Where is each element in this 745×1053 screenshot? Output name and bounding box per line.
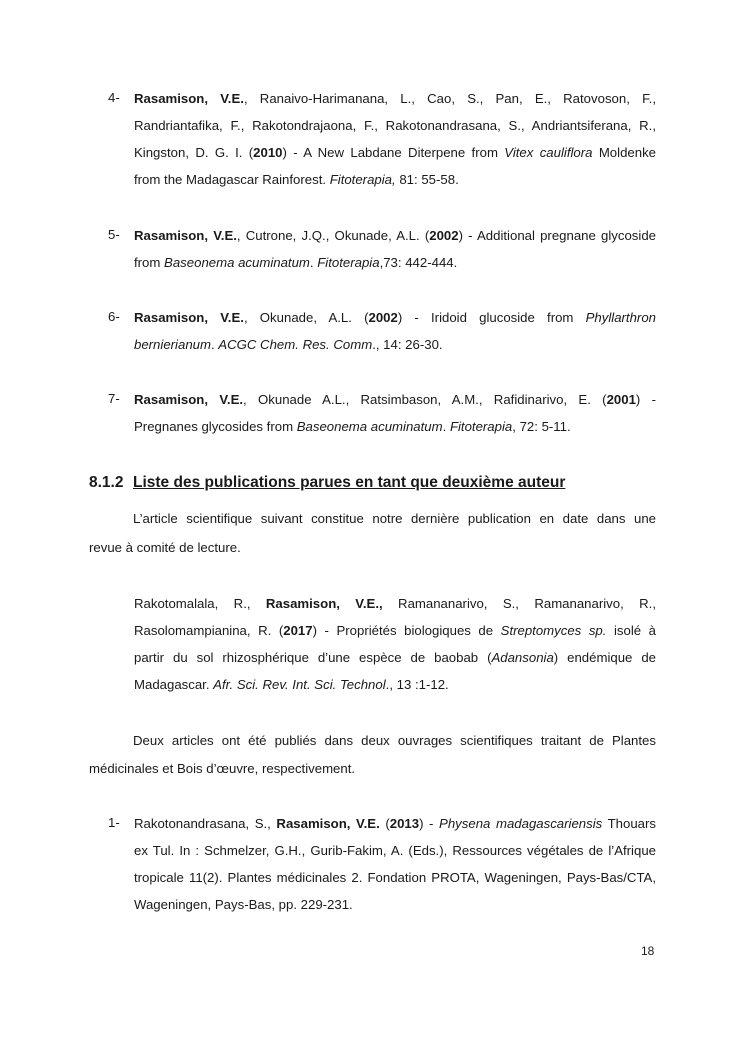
reference-number: 1- (108, 815, 120, 830)
text-run: , 72: 5-11. (512, 419, 571, 434)
reference-number: 7- (108, 391, 120, 406)
italic-text: bernierianum (134, 337, 211, 352)
text-run: Rasolomampianina, R. ( (134, 623, 284, 638)
text-run: . (442, 419, 450, 434)
text-run: isolé à (606, 623, 656, 638)
reference-line (134, 90, 656, 108)
text-run: 81: 55-58. (395, 172, 459, 187)
bold-text: 2010 (253, 145, 283, 160)
books-paragraph-line-2: médicinales et Bois d’œuvre, respectivement. (89, 761, 356, 776)
section-heading (89, 472, 565, 494)
bold-text: Rasamison, V.E. (134, 392, 244, 407)
bold-text: Rasamison, V.E., (265, 596, 383, 611)
text-run: Rakotomalala, R., (134, 596, 266, 611)
reference-line (134, 622, 656, 640)
text-run: from (134, 255, 165, 270)
italic-text: Baseonema acuminatum (164, 255, 310, 270)
text-run: Randriantafika, F., Rakotondrajaona, F., Rakotonandrasana, S., Andriantsiferana, R., (134, 118, 656, 133)
intro-paragraph-line-1: L’article scientifique suivant constitue notre dernière publication en date dans une (133, 511, 656, 526)
text-run: Pregnanes glycosides from (134, 419, 297, 434)
text-run: tropicale 11(2). Plantes médicinales 2. Fondation PROTA, Wageningen, Pays-Bas/CTA, (134, 870, 656, 885)
text-run: Ramananarivo, S., Ramananarivo, R., (382, 596, 656, 611)
italic-text: Streptomyces sp. (500, 623, 607, 638)
text-run: , Cutrone, J.Q., Okunade, A.L. ( (236, 228, 430, 243)
text-run: ) - Iridoid glucoside from (397, 310, 586, 325)
reference-line (134, 418, 656, 436)
text-run: ,73: 442-444. (379, 255, 458, 270)
text-run: Madagascar. (134, 677, 214, 692)
reference-line (134, 815, 656, 833)
text-run: ) - Propriétés biologiques de (312, 623, 501, 638)
bold-text: 2001 (606, 392, 636, 407)
text-run: partir du sol rhizosphérique d’une espèce de baobab ( (134, 650, 492, 665)
page-number: 18 (641, 944, 655, 958)
reference-line (134, 896, 656, 914)
reference-number: 4- (108, 90, 120, 105)
italic-text: Fitoterapia, (329, 172, 396, 187)
text-run: , Okunade A.L., Ratsimbason, A.M., Rafidinarivo, E. ( (243, 392, 607, 407)
reference-line (134, 117, 656, 135)
bold-text: 2002 (368, 310, 398, 325)
bold-text: Rasamison, V.E. (276, 816, 380, 831)
text-run: , Ranaivo-Harimanana, L., Cao, S., Pan, E., Ratovoson, F., (243, 91, 656, 106)
italic-text: Adansonia (491, 650, 554, 665)
reference-line (134, 309, 656, 327)
italic-text: Baseonema acuminatum (296, 419, 443, 434)
section-number: 8.1.2 (89, 474, 124, 491)
text-run: . (210, 337, 219, 352)
text-run: Kingston, D. G. I. ( (134, 145, 254, 160)
reference-line (134, 842, 656, 860)
reference-line (134, 227, 656, 245)
text-run: Moldenke (592, 145, 657, 160)
italic-text: Afr. Sci. Rev. Int. Sci. Technol (213, 677, 386, 692)
text-run: from the Madagascar Rainforest. (134, 172, 330, 187)
reference-line (134, 336, 656, 354)
text-run: ., 14: 26-30. (372, 337, 443, 352)
text-run: ) endémique de (553, 650, 656, 665)
section-title: Liste des publications parues en tant que deuxième auteur (133, 474, 566, 491)
text-run: ex Tul. In : Schmelzer, G.H., Gurib-Fakim, A. (Eds.), Ressources végétales de l’Afrique (134, 843, 656, 858)
bold-text: 2002 (429, 228, 459, 243)
bold-text: Rasamison, V.E. (134, 91, 244, 106)
reference-line (134, 254, 656, 272)
text-run: ( (379, 816, 390, 831)
text-run: , Okunade, A.L. ( (243, 310, 369, 325)
bold-text: Rasamison, V.E. (134, 228, 237, 243)
reference-line (134, 144, 656, 162)
intro-paragraph-line-2: revue à comité de lecture. (89, 540, 241, 555)
reference-line (134, 595, 656, 613)
bold-text: 2017 (283, 623, 313, 638)
bold-text: 2013 (389, 816, 420, 831)
italic-text: Physena madagascariensis (439, 816, 603, 831)
reference-line (134, 391, 656, 409)
reference-line (134, 869, 656, 887)
italic-text: Fitoterapia (449, 419, 513, 434)
italic-text: Phyllarthron (585, 310, 656, 325)
bold-text: Rasamison, V.E. (134, 310, 244, 325)
text-run: Rakotonandrasana, S., (134, 816, 277, 831)
reference-number: 6- (108, 309, 120, 324)
text-run: Wageningen, Pays-Bas, pp. 229-231. (134, 897, 353, 912)
text-run: ., 13 :1-12. (385, 677, 449, 692)
reference-line (134, 171, 656, 189)
text-run: ) - Additional pregnane glycoside (458, 228, 656, 243)
reference-line (134, 676, 656, 694)
books-paragraph-line-1: Deux articles ont été publiés dans deux ouvrages scientifiques traitant de Plantes (133, 733, 656, 748)
text-run: Thouars (602, 816, 656, 831)
italic-text: ACGC Chem. Res. Comm (218, 337, 373, 352)
reference-line (134, 649, 656, 667)
text-run: ) - A New Labdane Diterpene from (282, 145, 505, 160)
text-run: . (309, 255, 318, 270)
italic-text: Vitex cauliflora (504, 145, 593, 160)
italic-text: Fitoterapia (317, 255, 380, 270)
reference-number: 5- (108, 227, 120, 242)
text-run: ) - (419, 816, 440, 831)
text-run: ) - (635, 392, 657, 407)
